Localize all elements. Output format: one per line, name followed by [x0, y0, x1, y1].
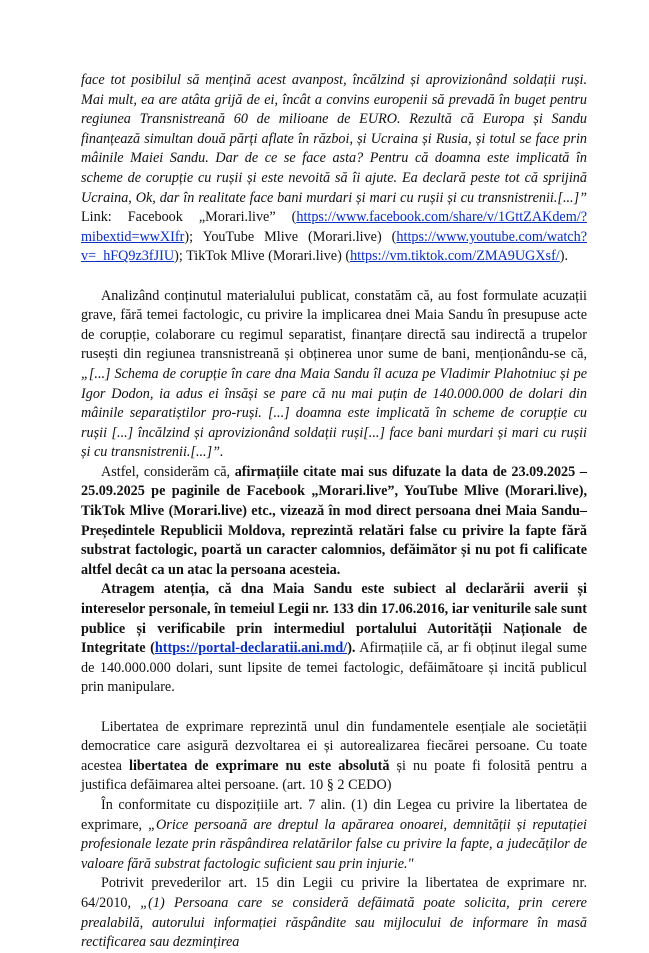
art7-intro: În conformitate cu dispozițiile art. 7 alin. (1) din Legea cu privire la libertatea de exprimare, [81, 796, 587, 833]
youtube-link[interactable]: https://www.youtube.com/watch?v=_hFQ9z3fJIU [81, 228, 587, 265]
art15-intro: Potrivit prevederilor art. 15 din Legii cu privire la libertatea de exprimare nr. 64/2010, [81, 875, 587, 911]
facebook-link[interactable]: https://www.facebook.com/share/v/1GttZAKdem/?mibextid=wwXIfr [81, 209, 587, 245]
freedom-bold: libertatea de exprimare nu este absolută [129, 757, 390, 774]
document-page [81, 71, 587, 953]
freedom-end: și nu poate fi folosită pentru a justifica defăimarea altei persoane. (art. 10 § 2 CEDO) [81, 757, 588, 794]
analysis-text: Analizând conținutul materialului publicat, constatăm că, au fost formulate acuzații grave, fără temei factologic, cu privire la implicarea dnei Maia Sandu în presupuse acte de corupție, colaborare cu regimul separatist, finanțare directă sau indirectă a trupelor rusești din regiunea transnistreană și obținerea unor sume de bani, menționându-se că, [81, 287, 587, 363]
spacer [81, 698, 587, 718]
paragraph-conclusion [81, 463, 587, 581]
ani-portal-link[interactable]: https://portal-declaratii.ani.md/ [154, 640, 348, 657]
attention-text: Afirmațiile că, ar fi obținut ilegal sume de 140.000.000 dolari, sunt lipsite de temei factologic, defăimătoare și incită publicul prin manipulare. [81, 640, 587, 696]
paragraph-art7 [81, 796, 587, 874]
art15-quote: „(1) Persoana care se consideră defăimată poate solicita, prin cerere prealabilă, autorului informației răspândite sau mijlocului de informare în masă rectificarea sau dezmințirea [81, 894, 587, 951]
conclusion-intro: Astfel, considerăm că, [101, 463, 235, 480]
attention-bold: Atragem atenția, că dna Maia Sandu este subiect al declarării averii și intereselor personale, în temeiul Legii nr. 133 din 17.06.2016, iar veniturile sale sunt publice și verificabile prin intermediul portalului Autorității Naționale de Integritate ( [81, 581, 587, 657]
tiktok-link[interactable]: https://vm.tiktok.com/ZMA9UGXsf/ [350, 248, 560, 265]
conclusion-bold: afirmațiile citate mai sus difuzate la data de 23.09.2025 – 25.09.2025 pe paginile de Facebook „Morari.live”, YouTube Mlive (Morari.live), TikTok Mlive (Morari.live) etc., vizează în mod direct persoana dnei Maia Sandu– Președintele Republicii Moldova, reprezintă relatări false cu privire la fapte fără substrat factologic, poartă un caracter calomnios, defăimător și nu pot fi calificate altfel decât ca un atac la persoana acesteia. [81, 463, 587, 578]
spacer [81, 267, 587, 287]
youtube-intro-text: ); YouTube Mlive (Morari.live) ( [184, 228, 397, 245]
paragraph-attention [81, 580, 587, 698]
paragraph-quote-continuation [81, 71, 587, 267]
paragraph-art15 [81, 874, 587, 952]
quoted-statement: face tot posibilul să mențină acest avanpost, încălzind și aprovizionând soldații ruși. Mai mult, ea are atâta grijă de ei, încât a convins europenii să prevadă în buget pentru regiunea Transnistreană 60 de milioane de EURO. Rezultă că Europa și Sandu finanțează simultan două părți aflate în război, și Ucraina și Rusia, și totul se face prin mâinile Maiei Sandu. Dar de ce se face asta? Pentru că doamna este implicată în scheme de corupție cu rușii și este nevoită să îi ajute. Ea declară peste tot că sprijină Ucraina, Ok, dar în realitate face bani murdari și mari cu rușii și cu transnistrenii.[...]” [81, 72, 587, 206]
freedom-intro: Libertatea de exprimare reprezintă unul din fundamentele esențiale ale societății democratice care asigură dezvoltarea ei și autorealizarea fiecărei persoane. Cu toate acestea [81, 718, 587, 774]
art7-quote: „Orice persoană are dreptul la apărarea onoarei, demnității și reputației profesionale lezate prin răspândirea relatărilor false cu privire la fapte, a judecăților de valoare fără substrat factologic suficient sau prin injurie." [81, 816, 587, 872]
paragraph-analysis [81, 287, 587, 463]
analysis-quote: „[...] Schema de corupție în care dna Maia Sandu îl acuza pe Vladimir Plahotniuc și pe Igor Dodon, ia adus ei însăși se pare că nu mai puțin de 140.000.000 de dolari din mâinile separatiștilor pro-ruși. [...] doamna este implicată în scheme de corupție cu rușii [...] încălzind și aprovizionând soldații ruși[...] face bani murdari și mari cu rușii și cu transnistrenii.[...]”. [81, 365, 587, 461]
paragraph-end: ). [559, 248, 569, 265]
attention-bold-end: ). [347, 640, 356, 657]
link-intro-text: Link: Facebook „Morari.live” ( [81, 209, 297, 226]
paragraph-freedom-expression [81, 718, 587, 796]
tiktok-intro-text: ); TikTok Mlive (Morari.live) ( [174, 248, 351, 265]
